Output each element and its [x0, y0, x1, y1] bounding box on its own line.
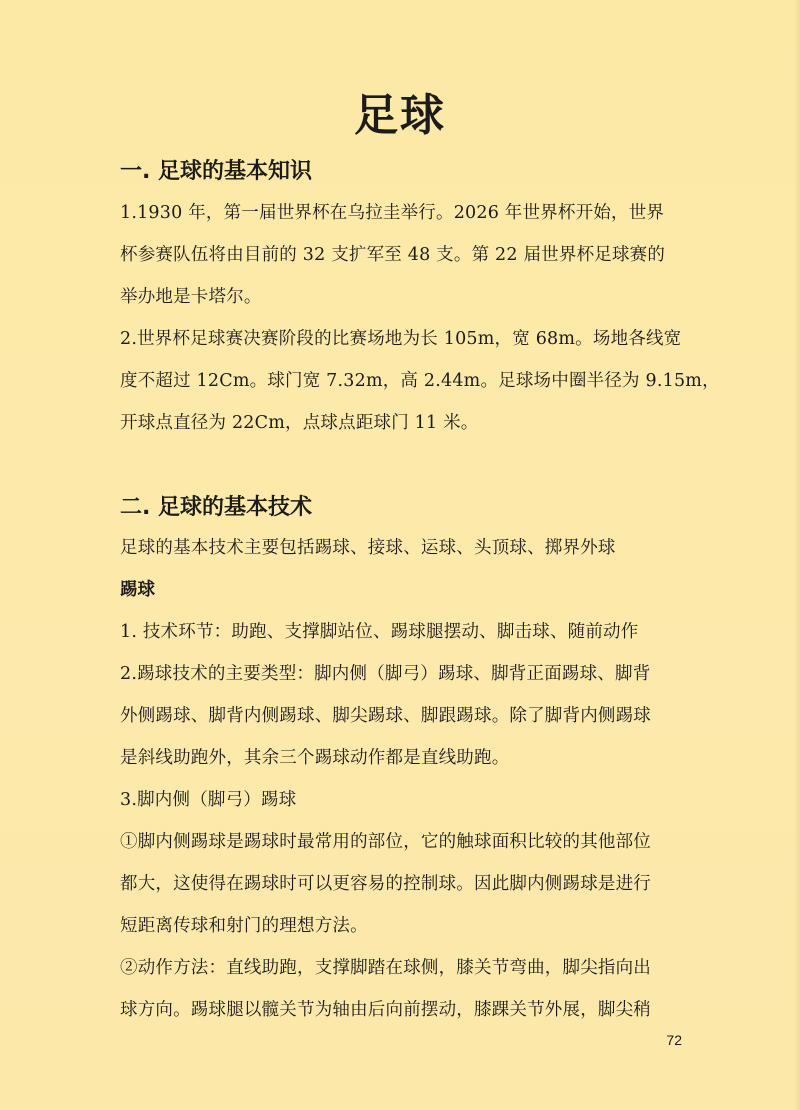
page-number: 72	[666, 1032, 682, 1048]
paragraph-line: 是斜线助跑外，其余三个踢球动作都是直线助跑。	[120, 748, 510, 768]
paragraph-line: ①脚内侧踢球是踢球时最常用的部位，它的触球面积比较的其他部位	[120, 832, 651, 852]
paragraph-line: 度不超过 12Cm。球门宽 7.32m，高 2.44m。足球场中圈半径为 9.15m，	[120, 371, 720, 391]
paragraph-line: 1.1930 年，第一届世界杯在乌拉圭举行。2026 年世界杯开始，世界	[120, 203, 665, 223]
paragraph-line: 2.世界杯足球赛决赛阶段的比赛场地为长 105m，宽 68m。场地各线宽	[120, 329, 682, 349]
page-title: 足球	[354, 90, 446, 141]
paragraph-line: 短距离传球和射门的理想方法。	[120, 916, 368, 936]
section-heading-basic-technique: 二. 足球的基本技术	[120, 495, 313, 520]
paragraph-line: 足球的基本技术主要包括踢球、接球、运球、头顶球、掷界外球	[120, 538, 616, 558]
paragraph-line: 1. 技术环节：助跑、支撑脚站位、踢球腿摆动、脚击球、随前动作	[120, 622, 639, 642]
subheading-kicking: 踢球	[120, 580, 155, 600]
page-edge-shadow	[794, 0, 800, 1110]
paragraph-line: ②动作方法：直线助跑，支撑脚踏在球侧，膝关节弯曲，脚尖指向出	[120, 958, 651, 978]
paragraph-line: 都大，这使得在踢球时可以更容易的控制球。因此脚内侧踢球是进行	[120, 874, 651, 894]
paragraph-line: 举办地是卡塔尔。	[120, 287, 262, 307]
paragraph-line: 3.脚内侧（脚弓）踢球	[120, 790, 297, 810]
paragraph-line: 杯参赛队伍将由目前的 32 支扩军至 48 支。第 22 届世界杯足球赛的	[120, 245, 666, 265]
paragraph-line: 2.踢球技术的主要类型：脚内侧（脚弓）踢球、脚背正面踢球、脚背	[120, 664, 651, 684]
section-heading-basic-knowledge: 一. 足球的基本知识	[120, 159, 313, 184]
paragraph-line: 外侧踢球、脚背内侧踢球、脚尖踢球、脚跟踢球。除了脚背内侧踢球	[120, 706, 651, 726]
paragraph-line: 开球点直径为 22Cm，点球点距球门 11 米。	[120, 413, 479, 433]
paragraph-line: 球方向。踢球腿以髋关节为轴由后向前摆动，膝踝关节外展，脚尖稍	[120, 1000, 651, 1020]
